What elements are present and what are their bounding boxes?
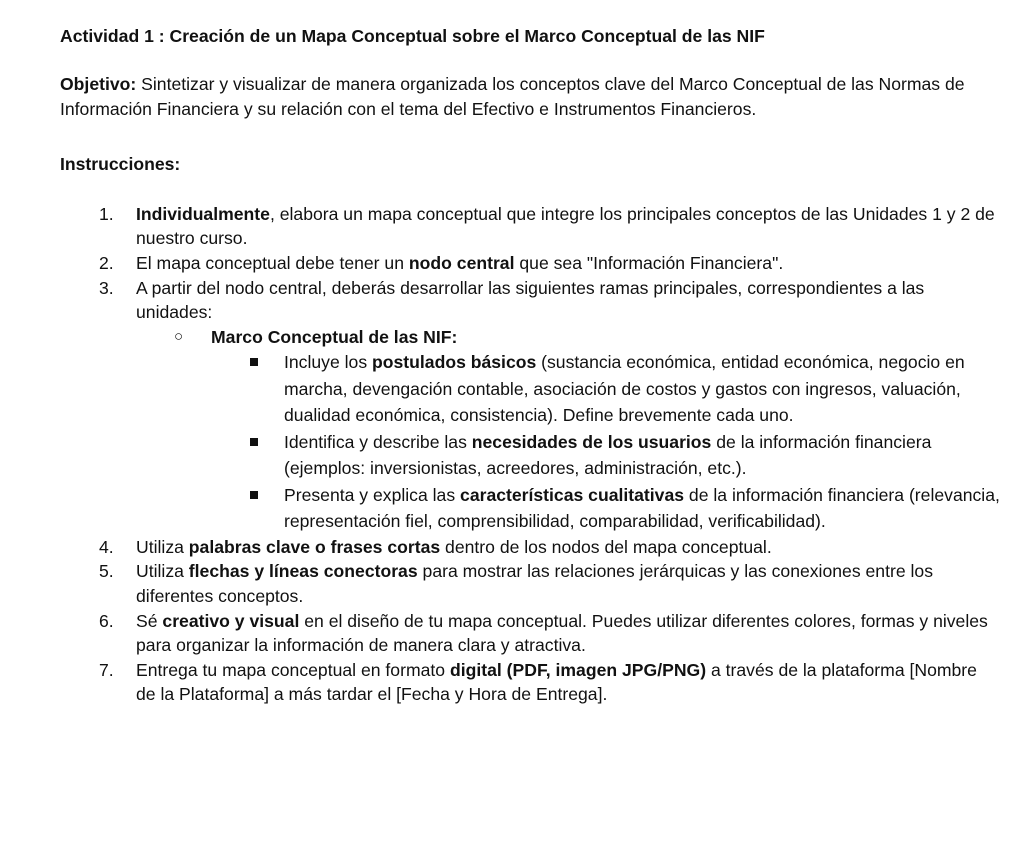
step-number: 1. (99, 203, 114, 224)
subsub-text: (sustancia económica, entidad económica, negocio en marcha, devengación contable, asociación de costos y gastos con ingresos, valuación, dualidad económica, consistencia). Define brevemente cada uno. (284, 352, 965, 426)
document-page (60, 24, 1000, 707)
sub-item-marco-conceptual (60, 325, 1000, 535)
square-bullet-icon (250, 358, 258, 366)
subsub-bold: necesidades de los usuarios (471, 431, 712, 452)
subsub-text: de la información financiera (ejemplos: inversionistas, acreedores, administración, etc.). (284, 431, 932, 479)
step-4 (60, 535, 1000, 560)
step-text: A partir del nodo central, deberás desarrollar las siguientes ramas principales, correspondientes a las unidades: (136, 277, 925, 323)
step-text: dentro de los nodos del mapa conceptual. (440, 536, 772, 557)
step-pre: Utiliza (136, 561, 189, 582)
step-pre: El mapa conceptual debe tener un (136, 252, 409, 273)
instructions-heading: Instrucciones: (60, 154, 181, 175)
step-pre: Utiliza (136, 536, 189, 557)
subsub-list (211, 349, 1000, 535)
instructions-list (60, 202, 1000, 707)
step-number: 4. (99, 536, 114, 557)
circle-bullet-icon: ○ (174, 327, 184, 345)
objective-paragraph (60, 72, 1000, 121)
step-bold: Individualmente (136, 203, 270, 224)
step-pre: Sé (136, 610, 163, 631)
objective-label: Objetivo: (60, 74, 137, 94)
step-number: 5. (99, 561, 114, 582)
subsub-bold: postulados básicos (372, 352, 537, 373)
subsub-item-postulados (60, 349, 1000, 429)
step-number: 2. (99, 252, 114, 273)
step-text: a través de la plataforma [Nombre de la Plataforma] a más tardar el [Fecha y Hora de Entrega]. (136, 659, 977, 705)
activity-title: Actividad 1 : Creación de un Mapa Conceptual sobre el Marco Conceptual de las NIF (60, 26, 765, 46)
step-number: 6. (99, 610, 114, 631)
step-bold: flechas y líneas conectoras (188, 561, 418, 582)
subsub-pre: Presenta y explica las (284, 484, 461, 505)
step-bold: palabras clave o frases cortas (188, 536, 441, 557)
step-2 (60, 251, 1000, 276)
step-number: 3. (99, 277, 114, 298)
step-text: en el diseño de tu mapa conceptual. Puedes utilizar diferentes colores, formas y niveles para organizar la información de manera clara y atractiva. (136, 610, 988, 656)
step-1 (60, 202, 1000, 251)
step-5 (60, 559, 1000, 608)
subsub-item-caracteristicas (60, 482, 1000, 535)
subsub-pre: Incluye los (284, 352, 373, 373)
subsub-bold: características cualitativas (460, 484, 685, 505)
sub-item-label: Marco Conceptual de las NIF: (211, 326, 458, 347)
subsub-item-necesidades (60, 429, 1000, 482)
square-bullet-icon (250, 438, 258, 446)
objective-text: Sintetizar y visualizar de manera organizada los conceptos clave del Marco Conceptual de las Normas de Información Financiera y su relación con el tema del Efectivo e Instrumentos Financieros. (60, 74, 965, 119)
step-bold: creativo y visual (162, 610, 300, 631)
step-7 (60, 658, 1000, 707)
step-6 (60, 609, 1000, 658)
step-pre: Entrega tu mapa conceptual en formato (136, 659, 450, 680)
step-text: para mostrar las relaciones jerárquicas y las conexiones entre los diferentes conceptos. (136, 561, 933, 607)
step-3 (60, 276, 1000, 535)
step-bold: nodo central (408, 252, 515, 273)
subsub-text: de la información financiera (relevancia, representación fiel, comprensibilidad, comparabilidad, verificabilidad). (284, 484, 1000, 532)
step-text: , elabora un mapa conceptual que integre los principales conceptos de las Unidades 1 y 2 de nuestro curso. (136, 203, 995, 249)
sub-list (136, 325, 1000, 535)
square-bullet-icon (250, 491, 258, 499)
step-bold: digital (PDF, imagen JPG/PNG) (449, 659, 707, 680)
step-number: 7. (99, 659, 114, 680)
step-text: que sea "Información Financiera". (514, 252, 784, 273)
subsub-pre: Identifica y describe las (284, 431, 472, 452)
